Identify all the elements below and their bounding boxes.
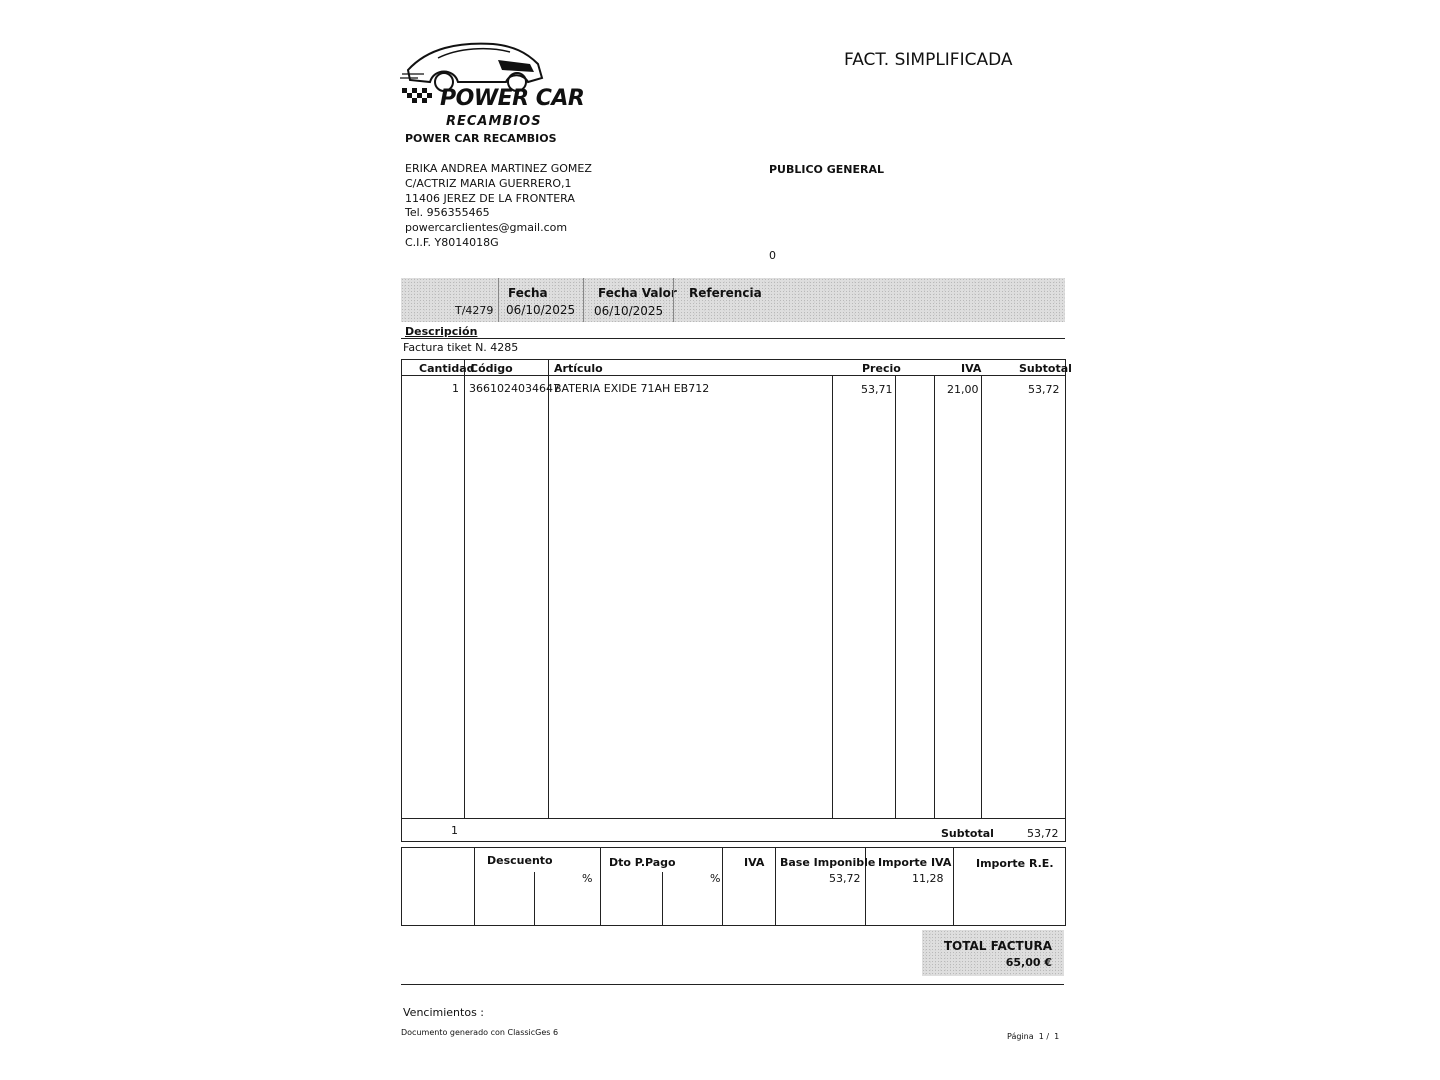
vencimientos-label: Vencimientos : xyxy=(403,1006,485,1019)
col-divider xyxy=(934,375,935,818)
descuento-label: Descuento xyxy=(487,854,553,867)
totals-divider xyxy=(775,847,776,926)
logo-subtitle: RECAMBIOS xyxy=(446,114,542,129)
col-divider xyxy=(981,375,982,818)
totals-divider xyxy=(662,872,663,926)
issuer-cif: C.I.F. Y8014018G xyxy=(405,236,499,249)
descripcion-label: Descripción xyxy=(405,325,478,338)
invoice-number: T/4279 xyxy=(455,304,494,317)
col-divider xyxy=(548,359,549,818)
row-subtotal: 53,72 xyxy=(1028,383,1060,396)
page-number: Página 1 / 1 xyxy=(1007,1032,1060,1041)
iva-label: IVA xyxy=(744,856,765,869)
issuer-city: 11406 JEREZ DE LA FRONTERA xyxy=(405,192,575,205)
base-imponible-label: Base Imponible xyxy=(780,856,876,869)
total-factura-label: TOTAL FACTURA xyxy=(943,939,1052,953)
customer-number: 0 xyxy=(769,249,776,262)
col-divider xyxy=(895,375,896,818)
col-header-cantidad: Cantidad xyxy=(419,362,475,375)
generated-by: Documento generado con ClassicGes 6 xyxy=(401,1028,559,1037)
issuer-address: C/ACTRIZ MARIA GUERRERO,1 xyxy=(405,177,572,190)
fecha-valor-label: Fecha Valor xyxy=(598,286,677,300)
col-header-precio: Precio xyxy=(862,362,901,375)
col-header-subtotal: Subtotal xyxy=(1019,362,1072,375)
col-header-codigo: Código xyxy=(470,362,513,375)
totals-divider xyxy=(953,847,954,926)
row-cantidad: 1 xyxy=(452,382,459,395)
fecha-label: Fecha xyxy=(508,286,548,300)
row-precio: 53,71 xyxy=(861,383,893,396)
base-imponible-value: 53,72 xyxy=(829,872,861,885)
customer-name: PUBLICO GENERAL xyxy=(769,163,884,176)
totals-divider xyxy=(600,847,601,926)
company-name: POWER CAR RECAMBIOS xyxy=(405,132,557,145)
bar-divider xyxy=(498,278,499,322)
totals-divider xyxy=(474,847,475,926)
issuer-phone: Tel. 956355465 xyxy=(405,206,490,219)
col-divider xyxy=(464,359,465,818)
totals-divider xyxy=(722,847,723,926)
items-header-rule xyxy=(401,375,1066,376)
items-footer-rule xyxy=(401,818,1066,819)
fecha-value: 06/10/2025 xyxy=(506,303,576,317)
totals-divider xyxy=(534,872,535,926)
importe-re-label: Importe R.E. xyxy=(976,857,1054,870)
importe-iva-label: Importe IVA xyxy=(878,856,952,869)
importe-iva-value: 11,28 xyxy=(912,872,944,885)
items-table xyxy=(401,359,1066,842)
dto-pago-label: Dto P.Pago xyxy=(609,856,676,869)
fecha-valor-value: 06/10/2025 xyxy=(594,304,664,318)
invoice-info-bar xyxy=(401,278,1065,322)
footer-subtotal-value: 53,72 xyxy=(1027,827,1059,840)
bar-divider xyxy=(583,278,584,322)
descuento-pct: % xyxy=(582,872,593,885)
dto-pago-pct: % xyxy=(710,872,721,885)
issuer-email: powercarclientes@gmail.com xyxy=(405,221,568,234)
col-header-articulo: Artículo xyxy=(554,362,603,375)
issuer-name: ERIKA ANDREA MARTINEZ GOMEZ xyxy=(405,162,592,175)
referencia-label: Referencia xyxy=(689,286,762,300)
bar-divider xyxy=(673,278,674,322)
document-type: FACT. SIMPLIFICADA xyxy=(844,50,1013,70)
bottom-rule xyxy=(401,984,1064,985)
footer-subtotal-label: Subtotal xyxy=(941,827,994,840)
total-factura-box xyxy=(922,930,1064,976)
logo-name: POWER CAR xyxy=(440,86,585,111)
row-iva: 21,00 xyxy=(947,383,979,396)
total-factura-value: 65,00 € xyxy=(1005,956,1052,969)
total-cantidad: 1 xyxy=(451,824,458,837)
descripcion-rule xyxy=(401,338,1065,339)
descripcion-text: Factura tiket N. 4285 xyxy=(403,341,519,354)
row-codigo: 3661024034647 xyxy=(469,382,560,395)
col-header-iva: IVA xyxy=(961,362,982,375)
row-articulo: BATERIA EXIDE 71AH EB712 xyxy=(554,382,710,395)
col-divider xyxy=(832,375,833,818)
